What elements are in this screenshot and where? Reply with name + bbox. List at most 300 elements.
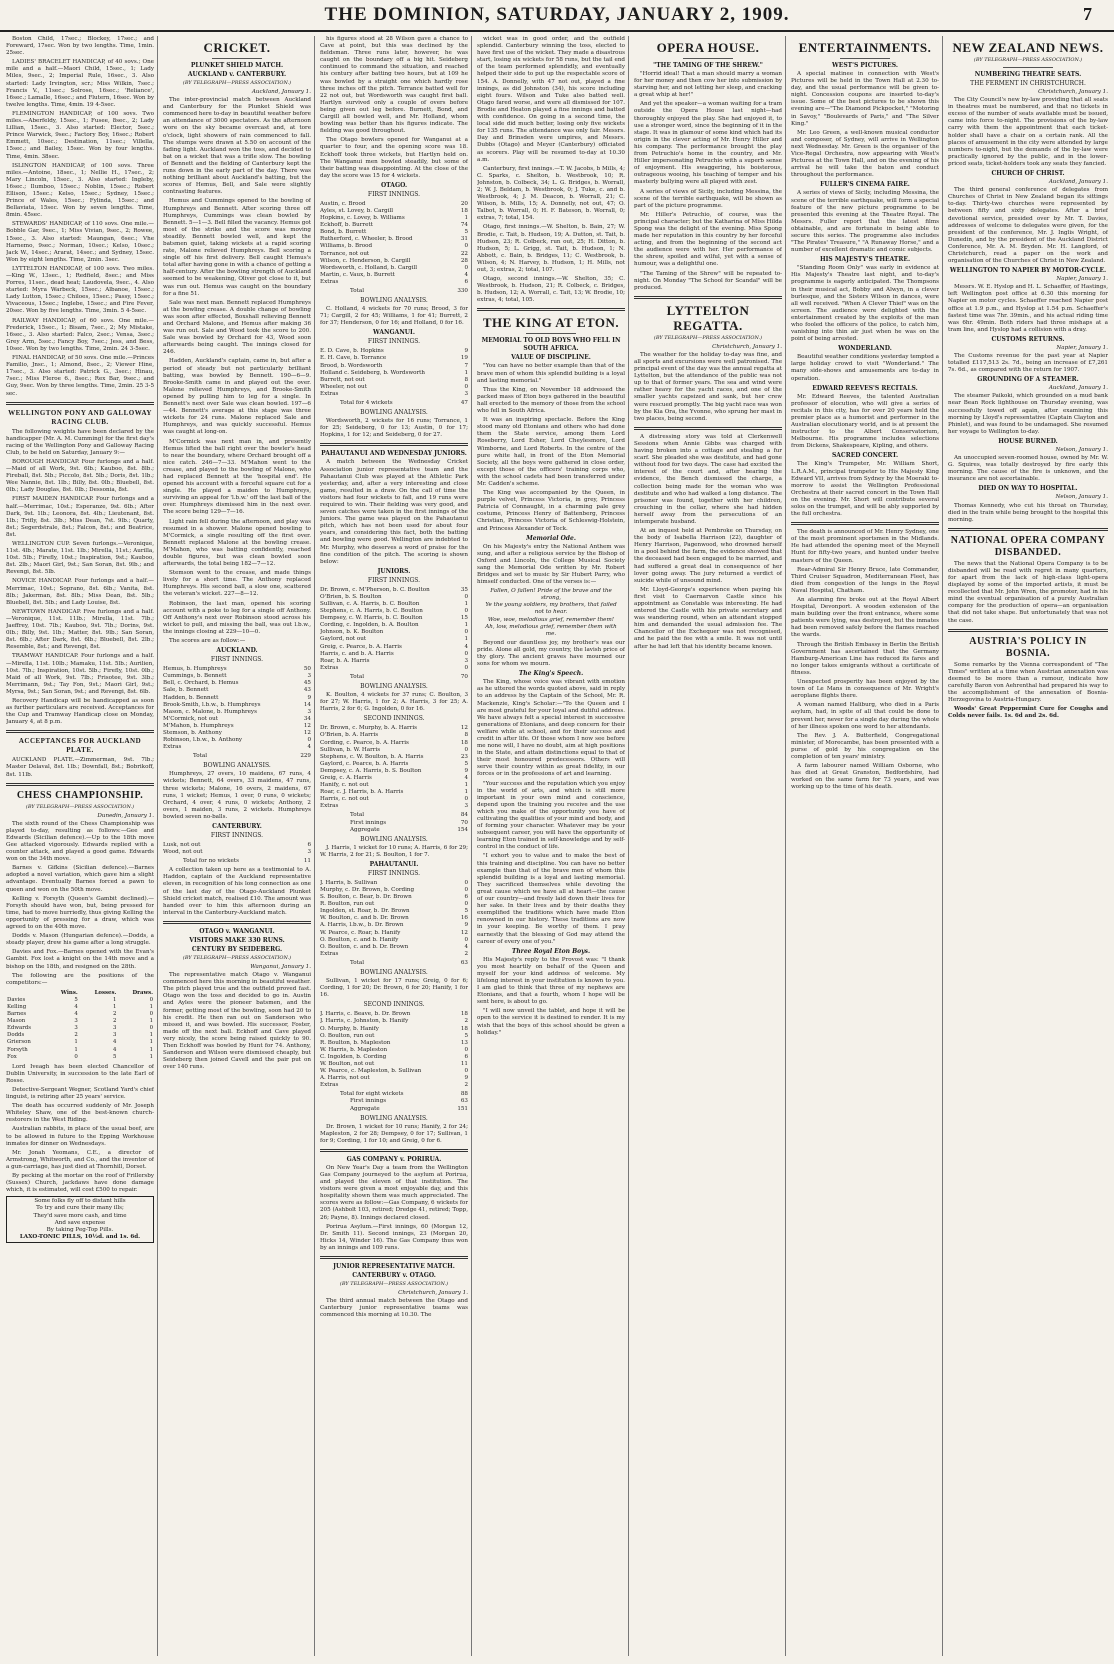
house-dateline: Nelson, January 1. bbox=[1055, 446, 1108, 453]
score-row: Extras 2 bbox=[320, 950, 468, 957]
ad-line: And save expense bbox=[54, 1219, 106, 1226]
entertainments-heading: ENTERTAINMENTS. bbox=[798, 40, 932, 55]
opera-paragraph: "Horrid ideal! That a man should marry a woman for her money and then cow her into submission by starving her, and not letting her sleep, and cracking a great whip at her!" bbox=[634, 71, 782, 99]
news-brief: By pecking at the mortar on the roof of Frillersby (Sussex) Church, jackdaws have done damage which, it is estimated, will cost £500 to repair. bbox=[6, 1173, 154, 1194]
score-row: Holland c. Seideberg, b. Wordsworth 1 bbox=[320, 369, 468, 376]
auckland-bowling: Humphreys, 27 overs, 10 maidens, 67 runs, 4 wickets; Bennett, 64 overs, 33 maidens, 47 runs, three wickets; Malone, 16 overs, 2 maidens, 67 runs, 1 wicket; Hemus, 1 over, 0 runs, 0 wickets; Orchard, 4 over, 4 runs, 0 wickets; Anthony, 2 overs, 1 maiden, 3 runs, 2 wickets. Humphreys bowled seven no-balls. bbox=[163, 771, 311, 820]
juniors-first-bowling: K. Boulton, 4 wickets for 37 runs; C. Boulton, 3 for 27; W. Harris, 1 for 2; A. Harris, 3 for 25; A. Harris, 2 for 6; G. Ingolden, 0 for 16. bbox=[320, 692, 468, 713]
score-row: Sullivan, b. W. Harris 0 bbox=[320, 746, 468, 753]
otago-scorecard bbox=[320, 201, 468, 286]
king-speech-heading: The King's Speech. bbox=[518, 670, 584, 678]
report-paragraph: Hemus and Cummings opened to the bowling of Humphreys and Bennett. After scoring three off Humphreys, Cummings was clean bowled by Bennett. 5—1—3. Bell filled the vacancy. Hemus got most of the strike and the score was moving steadily. Bennett bowled well, and kept the batsmen quiet, taking wickets at a rapid scoring rate, Malone relieved Humphreys. Bell scoring a single off his first delivery. Bell caught Hemus's total after having gone in with a chance of getting a half-century. After the bowling strength of Auckland seemed to be weakening, Oliver got close to it, but was run out. Hemus was caught on the boundary for a fine 51. bbox=[163, 198, 311, 297]
race-result: FLEMINGTON HANDICAP, of 100 sovs. Two miles.—Aberfeldy, 15sec., 1; Fusee, 8sec., 2; Lady Lillian, 15sec., 3. Also started: Elector, 5sec.; Prince Warwick, 9sec.; Factory Boy, 16sec.; Robert Emmett, 10sec.; Destination, 11sec.; Villella, 15sec.; and Bailey, 15sec. Won by four lengths. Time, 4min. 38sec. bbox=[6, 110, 154, 160]
ferment-paragraph: The City Council's new by-law providing that all seats in theatres must be numbered, and that no tickets in excess of the number of seats available must be issued, came into force to-night. The provisions of the by-law carry with them the appointment that each ticket-holder shall have a chair on a certain rank. All the places of amusement in the city were attended by large numbers to-night, but the demands of the by-law were practically ignored by the public, and in the lower-priced seats, ticket-holders took any seats they fancied. bbox=[948, 97, 1108, 167]
king-speech-3: "I exhort you to value and to make the best of this training and discipline. You can have no better example than that of the brave men of whom this splendid building is a loyal and lasting memorial. They sacrificed themselves while devoting the great cause which we have all at heart—the cause of our country—and freely laid down their lives for her sake. In their lives and by their deaths they exemplified the traditions which have made Eton renowned in our history. These traditions are now in your keeping. Be worthy of them. I pray earnestly that the blessing of God may attend the career of every one of you." bbox=[477, 853, 625, 945]
score-row: Cummings, b. Bennett 3 bbox=[163, 673, 311, 680]
news-brief: The death has occurred suddenly of Mr. Joseph Whiteley Shaw, one of the best-known church-restorers in the West Riding. bbox=[6, 1103, 154, 1124]
score-row: J. Harris, b. Sullivan 0 bbox=[320, 879, 468, 886]
fire-paragraph: An alarming fire broke out at the Royal Albert Hospital, Devonport. A wooden extension of the main building over the front entrance, where some patients were lying, was destroyed, but the inmates had been removed safely before the flames reached the wards. bbox=[791, 597, 939, 639]
score-row: A. Harris, not out 9 bbox=[320, 1075, 468, 1082]
chess-credit: (BY TELEGRAPH—PRESS ASSOCIATION.) bbox=[25, 803, 135, 810]
king-after: Beyond our dauntless joy, my brother's was our pride. Alone all gold, my country, the lavish price of thy glory. The ancient graves have mourned our sons for whom we mourn. bbox=[477, 639, 625, 668]
motor-heading: WELLINGTON TO NAPIER BY MOTOR-CYCLE. bbox=[949, 267, 1107, 275]
auckland-scorecard bbox=[163, 666, 311, 751]
report-paragraph: M'Cormick was next man in, and presently Hemus lifted the ball right over the bowler's head to near the boundary, where Orchard brought off a nice catch. 246—7—33. M'Mahon went to the crease, and played to the bowling of Malone, who had replaced Bennett at the 'hospital end'. He opened his account with a forceful square cut for a single. He played a maiden to Humphreys, surviving an appeal for 'l.b.w.' off the last ball of the over. Humphreys dismissed him in the next over. The score being 129—7—16. bbox=[163, 438, 311, 516]
bowling-label: BOWLING ANALYSIS. bbox=[360, 835, 428, 843]
pahautanui-first-scorecard bbox=[320, 880, 468, 958]
page-number: 7 bbox=[1083, 4, 1092, 24]
wests-paragraph-2: Mr. Leo Green, a well-known musical conductor and composer, of Sydney, will arrive in Wellington next Wednesday. Mr. Green is the organiser of the Vice-Regal Orchestra, now appearing with West's Pictures at the Town Hall, and on the evening of his arrival he will take the baton and conduct throughout the performance. bbox=[791, 129, 939, 179]
score-row: Brook-Smith, l.b.w., b. Humphreys 14 bbox=[163, 701, 311, 708]
score-row: O. Boulton, c. and b. Dr. Brown 4 bbox=[320, 943, 468, 950]
score-row: O. Murphy, b. Hanify 18 bbox=[320, 1025, 468, 1032]
pony-heading: WELLINGTON PONY AND GALLOWAY RACING CLUB. bbox=[8, 408, 152, 426]
ad-line: Some folks fly off to distant hills bbox=[34, 1198, 126, 1205]
ad-line: To try and cure their many ills; bbox=[36, 1205, 124, 1212]
inquest-paragraph: At an inquest held at Pembroke on Thursday, on the body of Isabella Harrison (22), daughter of Henry Harrison, Pagenwood, who drowned herself in a pool behind the farm, the evidence showed that the deceased had been engaged to be married, and had suffered a great deal in consequence of her lover going away. The jury returned a verdict of suicide while of unsound mind. bbox=[634, 528, 782, 584]
score-row: Wheeler, not out 0 bbox=[320, 383, 468, 390]
news-brief: Detective-Sergeant Wegner, Scotland Yard's chief linguist, is retiring after 25 years' service. bbox=[6, 1087, 154, 1101]
otago-dateline: Wanganui, January 1. bbox=[250, 963, 311, 970]
opera-paragraph: A series of views of Sicily, including Messina, the scene of the terrible earthquake, will be shown as part of the picture programme. bbox=[634, 188, 782, 209]
canterbury-total: Total for no wickets 11 bbox=[183, 858, 311, 865]
ode-verse bbox=[483, 588, 619, 638]
king-paragraph: It was an inspiring spectacle. Before the King stood many old Etonians and others who had done them the State service, among them Lord Roseberry, Lord Esher, Lord Cheylesmore, Lord Wimborne, and Lord Roberts. In the centre of the pure white hall, in front of the Eton Memorial Society, all the boys were gathered in close order, except those of the officers' training corps who, with the school cadets had been transferred under Mr. Cadden's scheme. bbox=[477, 417, 625, 487]
pill-advertisement bbox=[6, 1196, 154, 1243]
juniors-second-scorecard bbox=[320, 725, 468, 810]
otago-heading: OTAGO v. WANGANUI. bbox=[199, 927, 275, 935]
score-row: E. H. Cave, b. Torrance 19 bbox=[320, 355, 468, 362]
chess-paragraph: Davies and Fox.—Barnes opened with the Evan's Gambit. Fox lost a knight on the 14th move and a bishop on the 18th, and resigned on the 28th. bbox=[6, 949, 154, 970]
pahautanui-first-bowling: Sullivan, 1 wicket for 17 runs; Greig, 0 for 6; Cording, 1 for 20; Dr. Brown, 6 for 20; Hanify, 1 for 16. bbox=[320, 978, 468, 999]
score-row: Harris, c. and b. A. Harris 0 bbox=[320, 650, 468, 657]
score-row: Dempsey, c. W. Harris, b. C. Boulton 15 bbox=[320, 615, 468, 622]
seats-heading: NUMBERING THEATRE SEATS. bbox=[974, 71, 1082, 78]
table-row: Edwards 3 3 0 bbox=[7, 1025, 153, 1032]
score-row: W. Harris, b. Mapleston 0 bbox=[320, 1046, 468, 1053]
column-rule bbox=[157, 36, 158, 1656]
score-row: Johnson, b. K. Boulton 0 bbox=[320, 629, 468, 636]
column-1 bbox=[6, 36, 154, 1656]
report-paragraph: Robinson, the last man, opened his scoring account with a poke to leg for a single off Anthony. Off Anthony's next over Robinson stood across his wicket to pull, and missing the ball, was out l.b.w., the innings closing at 229—10—0. bbox=[163, 600, 311, 635]
pony-races bbox=[6, 459, 154, 696]
score-row: R. Boulton, run out 0 bbox=[320, 901, 468, 908]
score-row: Stephens, c. W. Boulton, b. A. Harris 23 bbox=[320, 753, 468, 760]
score-row: Extras 3 bbox=[320, 390, 468, 397]
verse-line: Fallen, O fallen! Pride of the brave and the strong, bbox=[490, 588, 612, 602]
fuller-heading: FULLER'S CINEMA FAIRE. bbox=[820, 181, 910, 189]
score-row: Extras 3 bbox=[320, 803, 468, 810]
juniors-first-total: Total 70 bbox=[350, 673, 468, 680]
otago-credit: (BY TELEGRAPH—PRESS ASSOCIATION.) bbox=[182, 954, 292, 961]
verse-line: Ye the young soldiers, my brothers, that failed not to hear. bbox=[485, 602, 617, 616]
report-paragraph: Light rain fell during the afternoon, and play was resumed in a shower. Malone opened bowling to M'Cormick, a single resulting off the first over. Bennett replaced Malone at the bowling crease. M'Mahon, who was batting confidently, reached double figures, but was clean bowled soon afterwards, the total being 182—7—12. bbox=[163, 518, 311, 568]
score-row: Dr. Brown, c. M'Pherson, b. C. Boulton 35 bbox=[320, 586, 468, 593]
otago-continued-2: The Otago bowlers opened for Wanganui at a quarter to four, and the opening score was 18. Eckhoff took three wickets, but Hartlyn held on. The Wanganui men bowled steadily, but some of their batting was disappointing. At the close of the day the score was 15 for 4 wickets. bbox=[320, 137, 468, 179]
table-header: Wins. bbox=[60, 989, 78, 996]
report-paragraph: Stemson went to the crease, and made things lively for a short time. The Anthony replaced Humphreys. His second ball, a slow one, scattered the veteran's wicket. 227—8—12. bbox=[163, 570, 311, 598]
juniors-first-scorecard bbox=[320, 587, 468, 672]
score-row: R. Boulton, b. Mapleston 13 bbox=[320, 1039, 468, 1046]
opera-house-heading: OPERA HOUSE. bbox=[656, 40, 760, 55]
auckland-heading: AUCKLAND. bbox=[216, 647, 258, 655]
ferment-dateline: Christchurch, January 1. bbox=[1038, 89, 1108, 95]
score-row: Sullivan, c. A. Harris, b. C. Boulton 1 bbox=[320, 601, 468, 607]
acceptances-heading: ACCEPTANCES FOR AUCKLAND PLATE. bbox=[18, 737, 142, 755]
junior-rep-continued: wicket was in good order, and the outfield splendid. Canterbury winning the toss, elected to have first use of the wicket. They made a disastrous start, losing six wickets for 58 runs, but the tail end of the team performed splendidly, and eventually helped their side to put up the respectable score of 154. A. Donnelly, with 47 not out, played a fine innings, as did Johnston (34), his score including eight fours. Wilson and Tuke also batted well. Otago fared worse, and were all dismissed for 107. Brodie and Heaton played a fine innings and batted with confidence. On going in a second time, the local side did much better, losing only five wickets for 135 runs. The attendance was only fair. Messrs. Day and Brinsden were umpires, and Messrs. Dubbs (Otago) and Meyer (Canterbury) officiated as scorers. Play will be resumed to-day at 10.30 a.m. bbox=[477, 36, 625, 163]
visitors-heading: VISITORS MAKE 330 RUNS. bbox=[189, 936, 285, 944]
bowling-label: BOWLING ANALYSIS. bbox=[360, 297, 428, 305]
wonderland-paragraph: Beautiful weather conditions yesterday tempted a large holiday crowd to visit "Wonderland." The many side-shows and amusements are to-day in operation. bbox=[791, 354, 939, 382]
le-mans-paragraph: Unexpected prosperity has been enjoyed by the town of Le Mans in consequence of Mr. Wright's aeroplane flights there. bbox=[791, 679, 939, 700]
column-4 bbox=[477, 36, 625, 1656]
royal-eton-boys-para-2: "I will now unveil the tablet, and hope it will be open to the service it is destined to render. It is my wish that the boys of this school should be given a holiday." bbox=[477, 1008, 625, 1036]
score-row: Lusk, not out 6 bbox=[163, 842, 311, 848]
canterbury-scores: Canterbury, first innings.—T. W. Jacobs, b Mills, 4; C. Sparks, c. Shelton, b. Westbrook, 10; R. Johnston, b. Colbeck, 34; L. G. Bridges, b. Worrall, 2; W. J. Beldam, b. Westbrook, 0; J. Tuke, c. and b. Westbrook, 4; J. M. Deacon, b. Worrall, 21; C. Wilson, b. Mills, 15; A. Donnelly, not out, 47; O. Talbot, b. Worrall, 0; H. F. Bateson, b. Worrall, 0; extras, 7; total, 154. bbox=[477, 165, 625, 222]
score-row: Bond, b. Burrett 5 bbox=[320, 229, 468, 236]
gas-company-paragraph-2: Porirua Asylum.—First innings, 60 (Morgan 12, Dr. Smith 11). Second innings, 23 (Morgan 20, Hicks 14, Winder 16). The Gas Company thus won by an innings and 109 runs. bbox=[320, 1223, 468, 1251]
lyttelton-heading: LYTTELTON REGATTA. bbox=[666, 302, 750, 333]
king-heading: THE KING AT ETON. bbox=[482, 315, 620, 331]
clerkenwell-paragraph: A distressing story was told at Clerkenwell Sessions when Annie Gibbs was charged with having broken into a cottage and stealing a fur scarf. She pleaded she was destitute, and had gone without food for two days. The case had excited the interest of the court and, after hearing the evidence, the Bench dismissed the charge, a collection being made for the woman who was destitute and who had walked a long distance. The prisoner was found, together with her children, crouching in the cellar, where she had hidden herself away from the persecutions of an intemperate husband. bbox=[634, 433, 782, 525]
race-result: LADIES' BRACELET HANDICAP, of 40 sovs.; One mile and a half.—Maori Child, 15sec., 1; Lady Miles, 9sec., 2; Imperial Rule, 16sec., 3. Also started: Lady Irvington, scr.; Miss Wilkin, 7sec.; Francis V., 11sec.; Solrose, 16sec.; 'Reliance', 16sec.; Lamalle, 16sec.; and Flutern, 16sec. Won by twelve lengths. Time, 4min. 19 4-5sec. bbox=[6, 59, 154, 108]
table-row: Grierson 1 4 1 bbox=[7, 1039, 153, 1046]
embassy-paragraph: Through the British Embassy in Berlin the British Government has ascertained that the Germany Hamburg-American Line has reduced its fares and no longer takes emigrants without a certificate of fitness. bbox=[791, 641, 939, 676]
canterbury-heading: CANTERBURY. bbox=[212, 823, 262, 830]
sacred-concert-paragraph: The King's Trumpeter, Mr. William Short, L.R.A.M., principal trumpeter to His Majesty King Edward VII, arrives from Sydney by the Moeraki to-morrow to assist the Wellington Professional Orchestra at their sacred concert in the Town Hall on the evening. Mr. Short will contribute several solos on the trumpet, and will be ably supported by the full orchestra. bbox=[791, 461, 939, 518]
column-rule bbox=[785, 36, 786, 1656]
score-row: Greig, c. Pearce, b. A. Harris 4 bbox=[320, 643, 468, 650]
king-paragraph: The King was accompanied by the Queen, in purple velvet, Princess Victoria, in grey, Princess Patricia of Connaught, in a charming pale grey costume, Princess Henry of Battenberg, Princess Christian, Princess Victoria of Schleswig-Holstein, and Princess Alexander of Teck. bbox=[477, 490, 625, 532]
bowling-label: BOWLING ANALYSIS. bbox=[360, 683, 428, 691]
sacred-concert-heading: SACRED CONCERT. bbox=[831, 452, 899, 460]
motor-paragraph: Messrs. W. E. Hyslop and H. L. Schaeffer, of Hastings, left Wellington post office at 6.30 this morning for Napier on motor cycles. Schaeffer reached Napier post office at 1.9 p.m., and Hyslop at 1.54 p.m. Schaeffer's fastest time was 7hr. 39min., and his actual riding time was 6hr. 49min. Both riders had three mishaps at a tram line, and Hyslop had a collision with a dray. bbox=[948, 284, 1108, 333]
pahautanui-second-total: Total for eight wickets 88 bbox=[340, 1091, 468, 1098]
royal-eton-boys-para: His Majesty's reply to the Provost was: "I thank you most heartily on behalf of the Queen and myself for your kind address of welcome. My lifelong interest in your institution is known to you. I am glad to think that three of my nephews are Etonians, and that a fourth, whom I hope will be sent here, is about to go. bbox=[477, 956, 625, 1006]
score-row: Ayles, st. Lovey, b. Cargill 18 bbox=[320, 207, 468, 214]
score-row: O'Brien, b. S. Boulton 0 bbox=[320, 593, 468, 600]
peppermint-cure-ad: Woods' Great Peppermint Cure for Coughs and Colds never fails. 1s. 6d and 2s. 6d. bbox=[948, 706, 1108, 720]
score-row: J. Harris, c. Beave, b. Dr. Brown 18 bbox=[320, 1011, 468, 1018]
aggregate-total: Aggregate 154 bbox=[350, 826, 468, 833]
otago-score-heading: OTAGO. bbox=[380, 181, 408, 189]
score-row: Extras 0 bbox=[320, 664, 468, 671]
score-row: Martin, c. Vaux, b. Burrett 4 bbox=[320, 271, 468, 278]
race-result: LYTTELTON HANDICAP, of 100 sovs. Two miles.—King W., 13sec., 1; Redfield, 8sec.; and Miss Forres, 11sec., dead heat; Laudovela, 9sec., 4. Also started: Myra Warbeck, 15sec.; Albanoe, 15sec.; Lady Lutton, 15sec.; Chiloes, 15sec.; Passy, 15sec.; Vivaceous, 15sec.; Inglebe, 15sec.; and Fire Fever, 20sec. Won by five lengths. Time, 3min. 5 4-5sec. bbox=[6, 265, 154, 315]
wests-heading: WEST'S PICTURES. bbox=[832, 62, 898, 69]
ode-paragraph: On his Majesty's entry the National Anthem was sung, and after a religious service by the Bishop of Oxford and Lincoln, the College Musical Society sang the Memorial Ode written by Mr. Robert Bridges and set to music by Sir Hubert Parry, who himself conducted. One of the verses is:— bbox=[477, 543, 625, 586]
score-row: O. Boulton, c. and b. Hanify 0 bbox=[320, 936, 468, 943]
wonderland-heading: WONDERLAND. bbox=[838, 345, 892, 353]
king-subheading: MEMORIAL TO OLD BOYS WHO FELL IN SOUTH AFRICA. bbox=[481, 337, 621, 353]
score-row: Sale, b. Bennett 43 bbox=[163, 687, 311, 694]
pahautanui-heading: PAHAUTANUI AND WEDNESDAY JUNIORS. bbox=[321, 450, 467, 458]
customs-paragraph: The Customs revenue for the past year at Napier totalled £117,513 2s. 7d., being an increase of £7,261 7s. 6d., as compared with the return for 1907. bbox=[948, 353, 1108, 374]
score-row: Hadden, b. Bennett 9 bbox=[163, 694, 311, 701]
gas-company-paragraph: On New Year's Day a team from the Wellington Gas Company journeyed to the asylum at Porirua, and played the eleven of that institution. The visitors were given a most enjoyable day, and this hospitality shown them was much appreciated. The scores were as follow:—Gas Company, 6 wickets for 205 (Ashbolt 103, retired; Dredge 41, retired; Topp, 26; Payne, 8). Innings declared closed. bbox=[320, 1164, 468, 1221]
chess-paragraph: The sixth round of the Chess Championship was played to-day, resulting as follows:—Gee and Edwards (Sicilian defence).—Up to the 18th move Gee attacked vigorously. Edwards replied with a counter attack, and played a good game. Edwards won on the 34th move. bbox=[6, 820, 154, 863]
report-paragraph: The inter-provincial match between Auckland and Canterbury for the Plunket Shield was commenced here to-day in beautiful weather before an attendance of 3000 spectators. As the afternoon wore on the sky became overcast and, at tore o'clock, light showers of rain commenced to fall. The stumps were drawn at 5.50 on account of the fading light. Auckland won the toss, and decided to bat on a wicket that was a trifle slow. The bowling of Bennett and the fielding of Canterbury kept the runs down in the early part of the day. There was nothing brilliant about Auckland's batting, but the scores of Hemus, Bell, and Sale were slightly contrasting features. bbox=[163, 97, 311, 196]
pahautanui-first-total: Total 63 bbox=[350, 959, 468, 966]
canterbury-scorecard bbox=[163, 842, 311, 856]
pahautanui-sub: PAHAUTANUI. bbox=[369, 860, 419, 868]
chess-paragraph: Dodds v. Mason (Hungarian defence).—Dodds, a steady player, drew his game after a long struggle. bbox=[6, 933, 154, 947]
race-result: FINAL HANDICAP, of 50 sovs. One mile.—Princes Familio, Jnsc., 1; Almond, 8sec., 2; Viewer Hine, 17sec., 3. Also started: Patrick G., 3sec.; Hinau, 7sec.; Miss Fleroe 6., 8sec.; Rex Bar, 9sec.; and Guy, 9sec. Won by three lengths. Time, 2min. 25 3-5 sec. bbox=[6, 355, 154, 397]
juniors-heading: JUNIORS. bbox=[377, 567, 411, 575]
lyttelton-paragraph: The weather for the holiday to-day was fine, and all sports and excursions were well patronised. The principal event of the day was the annual regatta at Lyttelton, but the attendance of the public was not up to that of former years. The sea and wind were rather heavy for the yacht races, and one of the smaller yachts capsized and sank, but her crew were rescued promptly. The big yacht race was won by the Kia Ora, the Yvonne, who sprung her mast in two places, being second. bbox=[634, 351, 782, 422]
column-rule bbox=[942, 36, 943, 1656]
otago-scores: Otago, first innings.—W. Shelton, b. Bain, 27; W. Brodie, c. Tait, b. Hudson, 19; A. Dutton, st. Tait, b. Hudson, 23; R. Colbeck, run out, 25; H. Ditton, b. Hudson, 5; L. Grigg, st. Tait, b. Hudson, 1; N. Abbott, c. Bain, b. Bridges, 11; C. Westbrook, b. Wilson, 4; N. Harvey, b. Hudson, 1; H. Mills, not out, 3; extras, 2; total, 107. bbox=[477, 224, 625, 273]
score-row: Torrance, not out 22 bbox=[320, 250, 468, 257]
gas-company-heading: GAS COMPANY v. PORIRUA. bbox=[346, 1155, 442, 1163]
score-row: S. Boulton, c. Bear, b. Dr. Brown 6 bbox=[320, 894, 468, 901]
austria-paragraph: Some remarks by the Vienna correspondent of "The Times" written at a time when Austrian annexation was deemed to be more than a rumour, indicate how carefully Baron von Aehrenthal had prepared his way to the accomplishment of the annexation of Bosnia-Herzegovina to Austria-Hungary. bbox=[948, 661, 1108, 704]
chess-paragraph: Kelling v. Forsyth (Queen's Gambit declined).—Forsyth should have won, but, being pressed for time, had to move hurriedly, thus giving Kelling the opportunity of pressing for a draw, which was agreed to on the 40th move. bbox=[6, 895, 154, 931]
column-rule bbox=[628, 36, 629, 1656]
steamer-heading: GROUNDING OF A STEAMER. bbox=[977, 376, 1079, 384]
score-row: Robinson, l.b.w., b. Anthony 0 bbox=[163, 737, 311, 744]
ferment-heading: THE FERMENT IN CHRISTCHURCH. bbox=[970, 80, 1086, 87]
score-row: Wilson, c. Henderson, b. Cargill 28 bbox=[320, 257, 468, 264]
score-row: Wood, not out 3 bbox=[163, 849, 311, 856]
church-dateline: Auckland, January 1. bbox=[1048, 179, 1108, 186]
table-row: Mason 3 2 1 bbox=[7, 1018, 153, 1025]
column-3 bbox=[320, 36, 468, 1656]
wanganui-heading: WANGANUI. bbox=[373, 329, 415, 337]
verse-line: Ah, low, melodious grief, remember them with me. bbox=[485, 623, 617, 637]
cricket-heading: CRICKET. bbox=[203, 40, 271, 55]
nz-news-credit: (BY TELEGRAPH—PRESS ASSOCIATION.) bbox=[973, 57, 1083, 63]
score-row: W. Pearce, c. Mapleston, b. Sullivan 0 bbox=[320, 1068, 468, 1075]
masthead bbox=[0, 0, 1114, 32]
race-result: RAILWAY HANDICAP, of 60 sovs. One mile.—Frederick, 15sec., 1; Bisam, 7sec., 2; My Mistake, 16sec., 3. Also started: Falco, 2sec.; Vensa, 3sec.; Grey Arm, 5sec.; Fancy Boy, 7sec.; Jess, and Bess, 10sec. Won by two lengths. Time, 2min. 24 3-5sec. bbox=[6, 317, 154, 352]
wanganui-total: Total for 4 wickets 47 bbox=[340, 400, 468, 407]
race-result: ISLINGTON HANDICAP, of 100 sovs. Three miles.—Antoine, 18sec., 1; Nellie H., 17sec., 2; Mary Lincoln, 15sec., 3. Also started: Ingleby, 16sec.; Ilumboo, 15sec.; Noblin, 15sec.; Robert Ellison, 15sec.; Kelso, 15sec.; Sydney, 15sec.; Prince of Wales, 15sec.; Fylinda, 15sec.; and Bellaviata, 15sec. Won by seven lengths. Time, 8min. 45sec. bbox=[6, 162, 154, 219]
innings-label: FIRST INNINGS. bbox=[210, 656, 264, 664]
collection-paragraph: A collection taken up here as a testimonial to A. Haddon, captain of the Auckland representative eleven, in recognition of his long connection as one of the last day of the Otago-Auckland Plunket Shield cricket match, realised £10. The amount was handed over to him this afternoon during an interval in the Canterbury-Auckland match. bbox=[163, 867, 311, 916]
chess-standings-table bbox=[6, 990, 154, 1061]
royal-eton-boys-heading: Three Royal Eton Boys. bbox=[511, 947, 591, 955]
score-row: Dempsey, c. A. Harris, b. S. Boulton 9 bbox=[320, 767, 468, 774]
king-speech: The King, whose voice was vibrant with emotion as he uttered the words quoted above, said in reply to an address by the Captain of the School, Mr. R. Mackenzie, King's Scholar:—"To the Queen and I are most grateful for your loyal and dutiful address. We have always felt a special interest in successive generations of Etonians, and deep concern for their welfare while at school, and for their success and credit in after life. Of those whom I now see before me none will, I have no doubt, aim at high positions in the State, and attain distinctions equal to that of their most honoured predecessors. Others will serve their country within as great fidelity, in our forces or in the professions of art and learning. bbox=[477, 679, 625, 778]
table-row: Kelling 4 1 1 bbox=[7, 1003, 153, 1010]
pony-race-entry: NEWTOWN HANDICAP. Five furlongs and a half.—Veronique, 11st. 11lb.; Mirella, 11st. 7lb.; Jaeffrey, 10st. 7lb.; Kauboo, 9st. 7lb.; Dorins, 9st. 0lb.; Billy, 9st. 1lb.; Matter, 8st. 9lb.; San Soran, 8st. 6lb.; After Dark, 8st. 6lb.; Bluebell, 8st. 2lb.; Resemble, 8st.; and Revengi, 8st. bbox=[6, 608, 154, 651]
masthead-title: THE DOMINION, SATURDAY, JANUARY 2, 1909. bbox=[324, 4, 790, 25]
junior-rep-dateline: Christchurch, January 1. bbox=[398, 1290, 468, 1297]
junior-rep-credit: (BY TELEGRAPH—PRESS ASSOCIATION.) bbox=[339, 1281, 449, 1288]
century-heading: CENTURY BY SEIDEBERG. bbox=[191, 945, 283, 953]
chess-paragraph: Barnes v. Gifkins (Sicilian defence).—Barnes adopted a novel variation, which gave him a slight advantage. Eventually Barnes forced a pawn to queen and won on the 50th move. bbox=[6, 865, 154, 893]
pahautanui-aggregate: Aggregate 151 bbox=[350, 1105, 468, 1112]
score-row: Burrett, not out 8 bbox=[320, 376, 468, 383]
verse-line: Woe, woe, melodious grief, remember them! bbox=[487, 616, 615, 623]
score-row: C. Ingolden, b. Cording 6 bbox=[320, 1053, 468, 1060]
score-row: M'Cormick, not out 34 bbox=[163, 715, 311, 722]
plunket-heading: PLUNKET SHIELD MATCH. bbox=[190, 62, 284, 69]
wanganui-bowling: Wordsworth, 2 wickets for 16 runs; Torrance, 1 for 25; Seideberg, 0 for 13; Austin, 0 for 17; Hopkins, 1 for 12; and Seideberg, 0 for 27. bbox=[320, 418, 468, 439]
column-6 bbox=[791, 36, 939, 1656]
table-row: Fox 0 5 1 bbox=[7, 1053, 153, 1060]
lyttelton-credit: (BY TELEGRAPH—PRESS ASSOCIATION.) bbox=[653, 334, 763, 341]
score-row: J. Harris, c. Johnston, b. Hanify 2 bbox=[320, 1018, 468, 1025]
labourer-paragraph: A farm labourer named William Osborne, who has died at Great Granston, Bedfordshire, had worked on the same farm for 73 years, and was working up to the time of his death. bbox=[791, 763, 939, 791]
first-innings-total: First innings 70 bbox=[350, 819, 468, 826]
hospital-heading: DIED ON WAY TO HOSPITAL. bbox=[978, 485, 1078, 493]
table-row: Barnes 4 2 0 bbox=[7, 1011, 153, 1018]
news-briefs bbox=[6, 1064, 154, 1195]
minister-paragraph: The Rev. J. A. Butterfield, Congregational minister, of Morecambe, has been presented with a purse of gold by his congregation on the completion of ten years' ministry. bbox=[791, 732, 939, 760]
majesty-paragraph: "Standing Room Only" was early in evidence at His Majesty's Theatre last night, and to-day's programme is eagerly anticipated. The Thompsons in their musical act, Bobby and Alwyn, in a clever burlesque, and the Sisters Wilson in dances, were all well received. "When A Clever Thief" was on the screen. The audience were delighted with the entertainment created by the exploits of the man who fooled the officers of the police, to catch him, vanishing into thin air just when he was on the point of being arrested. bbox=[791, 265, 939, 343]
press-credit: (BY TELEGRAPH—PRESS ASSOCIATION.) bbox=[182, 80, 292, 86]
score-row: E. D. Cave, b. Hopkins 9 bbox=[320, 348, 468, 355]
score-row: O. Boulton, run out 5 bbox=[320, 1032, 468, 1039]
score-row: Roar, b. A. Harris 3 bbox=[320, 657, 468, 664]
score-row: Dr. Brown, c. Murphy, b. A. Harris 12 bbox=[320, 725, 468, 732]
score-row: Austin, c. Brood 20 bbox=[320, 200, 468, 207]
chess-paragraph: The following are the positions of the competitors:— bbox=[6, 972, 154, 986]
score-row: Murphy, c. Dr. Brown, b. Cording 0 bbox=[320, 887, 468, 893]
column-5 bbox=[634, 36, 782, 1656]
chess-paragraphs bbox=[6, 821, 154, 987]
motor-dateline: Napier, January 1. bbox=[1056, 276, 1108, 283]
paris-paragraph: A woman named Haliburg, who died in a Paris asylum, had, in spite of all that could be done to prevent her, never for a single day during the whole of her illness spoken one word to her attendants. bbox=[791, 702, 939, 730]
lloyd-george-paragraph: Mr. Lloyd-George's experience when paying his first visit to Caernarvon Castle since his appointment as Constable was interesting. He had entered the Castle with his private secretary and was wandering round, when an attendant stopped him and demanded the usual admission fee. The Chancellor of the Exchequer was not recognised, and he paid the fee with a smile. It was not until after he had left that his identity became known. bbox=[634, 586, 782, 650]
report-paragraph: Sale was next man. Bennett replaced Humphreys at the bowling crease. A double change of bowling was soon after effected, Boxshall relieving Bennett and Orchard Malone, and Hemus after making 36 was run out. Sale and Wood took the score to 200. Sale was bowled by Orchard for 43, Wood soon afterwards being caught. The innings closed for 246. bbox=[163, 299, 311, 356]
bowling-label: BOWLING ANALYSIS. bbox=[360, 409, 428, 417]
score-row: Extras 6 bbox=[320, 278, 468, 285]
score-row: Hopkins, c. Lovey, b. Williams 1 bbox=[320, 215, 468, 222]
table-row: Davies 5 1 0 bbox=[7, 996, 153, 1003]
king-speech-2: "Your success and the reputation which you enjoy in the world of arts, and which is still more important in your own mind and conscience, depend upon the training you receive and the use which you make of the opportunity you have of cultivating the qualities of your mind and body, and of forming your character. Whatever may be your subsequent career, you will have the opportunity of learning Eton trained in self-knowledge and by self-control in the conduct of life. bbox=[477, 780, 625, 851]
news-brief: Lord Iveagh has been elected Chancellor of Dublin University, in succession to the late Earl of Rosse. bbox=[6, 1063, 154, 1084]
opera-company-heading: NATIONAL OPERA COMPANY DISBANDED. bbox=[950, 534, 1106, 558]
score-row: A. Harris, l.b.w., b. Dr. Brown 9 bbox=[320, 922, 468, 929]
score-row: Hemus, b. Humphreys 50 bbox=[163, 666, 311, 673]
opera-paragraph: Mr. Hiller's Petruchio, of course, was the principal character; but the Katharina of Miss Hilda Spong was the delight of the evening. Miss Spong made her reputation in this country by her forceful acting, and from the beginning of the second act the audience were with her. Her performance of the shrew, spoiled and wilful, yet with a sense of humour, was a delightful one. bbox=[634, 211, 782, 268]
pony-race-entry: FIRST MAIDEN HANDICAP. Four furlongs and a half.—Merrimac, 10st.; Esperanze, 9st. 6lb.; After Dark, 9st. 1lb.; Leonora, 8st. 4lb.; Lieutenant, 8st. 1lb.; Trifly, 8st. 3lb.; Miss Dean, 7st. 9lb.; Quarty, 8st.; Segerdstrale, 8st.; Falcon, 8st.; and Beatrice, 8st. bbox=[6, 496, 154, 538]
table-header bbox=[6, 990, 48, 997]
majesty-heading: HIS MAJESTY'S THEATRE. bbox=[819, 256, 911, 264]
innings-label: SECOND INNINGS. bbox=[363, 715, 425, 723]
score-row: W. Pearce, c. Roar, b. Hanify 12 bbox=[320, 929, 468, 936]
score-row: Greig, c. A. Harris 4 bbox=[320, 774, 468, 781]
house-paragraph: An unoccupied seven-roomed house, owned by Mr. W. G. Squires, was totally destroyed by fire early this morning. The cause of the fire is unknown, and the insurance are not ascertainable. bbox=[948, 455, 1108, 483]
bowling-label: BOWLING ANALYSIS. bbox=[360, 1114, 428, 1122]
ode-heading: Memorial Ode. bbox=[526, 534, 576, 542]
score-row: Harris, c. not out 0 bbox=[320, 796, 468, 803]
table-row: Dodds 2 3 1 bbox=[7, 1032, 153, 1039]
score-row: Stephens, c. A. Harris, b. C. Boulton 0 bbox=[320, 608, 468, 615]
score-row: Ingolden, st. Roar, b. Dr. Brown 5 bbox=[320, 908, 468, 915]
score-row: O'Brien, b. A. Harris 8 bbox=[320, 732, 468, 739]
customs-heading: CUSTOMS RETURNS. bbox=[991, 335, 1065, 343]
wests-paragraph: A special matinee in connection with West's Pictures will be held in the Town Hall at 2.30 to-day, and the usual performance will be given to-night. Concession coupons are inserted to-day's issue. Some of the best pictures to be shown this evening are—"The Diamond Pickpocket," "Motoring in Savoy," "Boulevards of Paris," and "The Silver King." bbox=[791, 71, 939, 127]
king-subheading-2: VALUE OF DISCIPLINE. bbox=[511, 354, 591, 362]
score-row: Eckhoff, b. Burrett 74 bbox=[320, 222, 468, 229]
score-row: Bell, c. Orchard, b. Hemus 45 bbox=[163, 680, 311, 687]
reeves-paragraph: Mr. Edward Reeves, the talented Australian professor of elocution, who will give a series of recitals in this city, has for over 20 years held the premier place as a humorist and performer in the Australian elocutionary world, and is at present the instructor to the Albert Conservatorium, Melbourne. His programme includes selections from Dickens, Shakespeare, Kipling, and others. bbox=[791, 393, 939, 450]
column-7 bbox=[948, 36, 1108, 1656]
score-row: Cording, c. Ingolden, b. A. Boulton 1 bbox=[320, 622, 468, 629]
fuller-paragraph: A series of views of Sicily, including Messina, the scene of the terrible earthquake, will form a special feature of the new picture programme to be presented this evening at the Theatre Royal. The Messrs. Fuller report that the latest films obtainable, and are fortunate in being able to secure this series. The programme also includes "The Pirates' Treasure," "A Runaway Horse," and a number of excellent dramatic and comic subjects. bbox=[791, 190, 939, 254]
column-2 bbox=[163, 36, 311, 1656]
nz-news-heading: NEW ZEALAND NEWS. bbox=[952, 40, 1104, 55]
score-row: Roar, c. J. Harris, b. A. Harris 1 bbox=[320, 789, 468, 796]
score-row: Cording, c. Pearce, b. A. Harris 18 bbox=[320, 739, 468, 746]
acceptances-text: AUCKLAND PLATE.—Zimmerman, 9st. 7lb.; Master Delaval, 8st. 1lb.; Downfall, 8st.; Bobrikoff, 8st. 11lb. bbox=[6, 757, 154, 778]
ad-line: They'd save more cash, and time bbox=[33, 1212, 127, 1219]
hospital-paragraph: Thomas Kennedy, who cut his throat on Thursday, died in the train while being brought to the hospital this morning. bbox=[948, 502, 1108, 523]
dateline: Auckland, January 1. bbox=[251, 89, 311, 95]
innings-label: SECOND INNINGS. bbox=[363, 1001, 425, 1009]
score-row: Hanify, c. not out 1 bbox=[320, 782, 468, 789]
auckland-total: Total 229 bbox=[193, 753, 311, 760]
score-row: W. Boulton, c. and b. Dr. Brown 16 bbox=[320, 915, 468, 922]
hospital-dateline: Nelson, January 1. bbox=[1055, 494, 1108, 501]
ad-line: By taking Peg-Top Pills. bbox=[46, 1226, 114, 1233]
bowling-label: BOWLING ANALYSIS. bbox=[203, 762, 271, 770]
score-row: Rutherford, c. Wheeler, b. Brood 31 bbox=[320, 236, 468, 243]
table-row: Forsyth 1 4 1 bbox=[7, 1046, 153, 1053]
opera-paragraphs bbox=[634, 71, 782, 269]
opera-continued: "The Taming of the Shrew" will be repeated to-night. On Monday "The School for Scandal" will be produced. bbox=[634, 270, 782, 291]
score-row: Williams, b. Brood 0 bbox=[320, 243, 468, 250]
death-paragraph: The death is announced of Mr. Henry Sydney, one of the most prominent sportsmen in the Midlands. He had attended the opening meet of the Meynell Hunt for fifty-two years, and hunted under twelve masters of the Queen. bbox=[791, 529, 939, 564]
steamer-dateline: Auckland, January 1. bbox=[1048, 385, 1108, 392]
otago-total: Total 330 bbox=[350, 288, 468, 294]
innings-label: FIRST INNINGS. bbox=[367, 190, 421, 198]
otago-second-scores: Otago, second innings.—W. Shelton, 35; C. Westbrook, b. Hudson, 21; R. Colbeck, c. Bridges, b. Hudson, 12; A. Worrall, c. Tait, 13; W. Brodie, 10; extras, 4; total, 105. bbox=[477, 276, 625, 304]
score-row: Gaylord, not out 1 bbox=[320, 636, 468, 643]
score-row: W. Boulton, not out 11 bbox=[320, 1060, 468, 1067]
pony-race-entry: NOVICE HANDICAP. Four furlongs and a half.—Merrimac, 10st.; Soprano, 8st. 6lb.; Vanita, 8st. 8lb.; Jakerman, 8st. 8lb.; Miss Dean, 8st. 5lb.; Bluebell, 8st. 5lb.; and Lady Louise, 8st. bbox=[6, 578, 154, 606]
otago-continued: his figures stood at 28 Wilson gave a chance to Cave at point, but this was declined by the fieldsman. Three runs later, however, he was caught on the boundary off a big hit. Seideberg continued to command the situation, and reached his century after batting two hours, but at 109 he was bowled by a straight one which hardly rose three inches off the pitch. Terrance batted well for 22 not out, but Wordsworth was caught first ball. Hartlyn survived only a couple of overs before being given out leg before. Burnett, Bond, and Cargill all bowled well, and Mr. Holland, whom bowling was better than his figures indicate. The fielding was good throughout. bbox=[320, 36, 468, 135]
table-header: Losses. bbox=[94, 989, 117, 996]
pahautanui-first-innings: First innings 63 bbox=[350, 1098, 468, 1105]
score-row: Wordsworth, c. Holland, b. Cargill 0 bbox=[320, 264, 468, 271]
admiral-paragraph: Rear-Admiral Sir Henry Bruce, late Commander, Third Cruiser Squadron, Mediterranean Fleet, has died from congestion of the lungs in the Royal Naval Hospital, Chatham. bbox=[791, 566, 939, 594]
innings-label: FIRST INNINGS. bbox=[367, 338, 421, 346]
table-header: Draws. bbox=[132, 989, 153, 996]
pony-race-entry: WELLINGTON CUP. Seven furlongs.—Veronique, 11st. 4lb.; Marate, 11st. 1lb.; Mirella, 11st.; Aurilla, 10st. 5lb.; Firefly, 10st.; Inspiration, 9st.; Kauboo, 8st. 2lb.; Maori Girl, 9st.; San Soran, 8st. 9lb.; and Revengi, 8st. 5lb. bbox=[6, 541, 154, 576]
report-paragraph: Hadden, Auckland's captain, came in, but after a period of steady but not particularly brilliant batting, was bowled by Bennett. 190—6—9. Brooke-Smith came in and played out the over. Malone relieved Humphreys, and Brooke-Smith opened by pulling him to leg for a single. In Bennett's next over Sale was clean bowled. 197—6—44. Bennett's average at this stage was three wickets for 24 runs. Malone replaced Sale and Humphreys, and was quickly successful. Hemus was caught at long-on. bbox=[163, 358, 311, 436]
racing-results bbox=[6, 36, 154, 398]
race-result: Boston Child, 17sec.; Blockey, 17sec.; and Foreward, 17sec. Won by two lengths. Time, 1min. 25sec. bbox=[6, 36, 154, 57]
junior-rep-heading: JUNIOR REPRESENTATIVE MATCH. bbox=[333, 1263, 455, 1271]
bowling-label: BOWLING ANALYSIS. bbox=[360, 969, 428, 977]
pony-race-entry: TRAMWAY HANDICAP. Four furlongs and a half.—Mirella, 11st. 10lb.; Mamaku, 11st. 5lb.; Aurilien, 10st. 7lb.; Inspiration, 10st. 5lb.; Firefly, 10st. 0lb.; Maid of all Work, 9st. 7lb.; Frisotee, 9st. 3lb.; Merrimann, 9st.; Tay Fon, 9st.; Maori Girl, 9st.; Myrsa, 9st.; San Soran, 9st.; and Revengi, 8st. 6lb. bbox=[6, 653, 154, 695]
lyttelton-dateline: Christchurch, January 1. bbox=[712, 343, 782, 350]
score-row: Mason, c. Malone, b. Humphreys 3 bbox=[163, 708, 311, 715]
pahautanui-second-scorecard bbox=[320, 1011, 468, 1089]
austria-heading: AUSTRIA'S POLICY IN BOSNIA. bbox=[969, 635, 1087, 659]
score-row: Brood, b. Wordsworth 7 bbox=[320, 362, 468, 369]
innings-label: FIRST INNINGS. bbox=[210, 832, 264, 839]
church-paragraph: The third general conference of delegates from Churches of Christ in New Zealand began its sittings to-day. Thirty-two churches were represented by between fifty and sixty delegates. After a brief devotional service, presided over by Mr. T. Davies, addresses of welcome to delegates were given, for the president of the conference, Mr. J. Inglis Wright, of Dunedin, and by the president of the Auckland District Conference, Mr. A. M. Bryden. Mr. H. Langford, of Christchurch, read a paper on the work and organisation of the Churches of Christ in New Zealand. bbox=[948, 187, 1108, 265]
score-row: Stemson, b. Anthony 12 bbox=[163, 729, 311, 736]
pahautanui-second-bowling: Dr. Brown, 1 wicket for 10 runs; Hanify, 2 for 24; Mapleston, 2 for 28; Dempsey, 0 for 17; Sullivan, 1 for 9; Cording, 1 for 10; and Greig, 0 for 6. bbox=[320, 1123, 468, 1144]
pony-intro: The following weights have been declared by the handicapper (Mr. A. M. Cumming) for the first day's racing of the Wellington Pony and Galloway Racing Club, to be held on Saturday, January 9:— bbox=[6, 428, 154, 456]
pahautanui-paragraph: A match between the Wednesday Cricket Association junior representative team and the Pahautanui Club was played at the Athletic Park yesterday, and, after a very interesting and close game, resulted in a draw. On the call of time the visitors had four wickets to fall, and 19 runs were required to win. Their fielding was very good, and seven catches were taken in the first innings of the Juniors. The game was played on the Pahautanui pitch, which has not been used for about four years, and considering this fact, both the batting and bowling were good. Wellington are indebted to Mr. Murphy, who deserves a word of praise for the fine condition of the pitch. The scoring is shown below: bbox=[320, 459, 468, 565]
race-result: STEWARDS' HANDICAP, of 110 sovs. One mile.—Bobble Gar, 9sec., 1; Miss Vivian, 9sec., 2; Rowee, 15sec., 3. Also started: Maungan, 6sec.; Vhe Harnemo, 9sec.; Norman, 10sec.; Kelso, 10sec.; Jack W., 14sec.; Ararat, 14sec.; and Sydney, 15sec. Won by eight lengths. Time, 2min. 3sec. bbox=[6, 221, 154, 263]
opera-company-paragraph: The news that the National Opera Company is to be disbanded will be read with regret in many quarters, for apart from the lack of high-class light-opera displayed by some of the imported artists, it must be recollected that Mr. John Wren, the promoter, had in his mind the eventual organisation of a purely Australian company for the production of opera—an organisation that did not take shape. But unfortunately that was not the case. bbox=[948, 560, 1108, 624]
otago-bowling: C. Holland, 4 wickets for 70 runs; Brood, 3 for 71; Cargill, 2 for 45; Williams, 1 for 41; Burrett, 2 for 37; Henderson, 0 for 16; and Holland, 0 for 16. bbox=[320, 306, 468, 327]
column-rule bbox=[471, 36, 472, 1656]
king-paragraphs bbox=[477, 363, 625, 532]
match-title: AUCKLAND v. CANTERBURY. bbox=[187, 71, 287, 78]
report-paragraph: The scores are as follow:— bbox=[169, 638, 246, 645]
king-paragraph: Thus the King, on November 18 addressed the packed mass of Eton boys gathered in the beautiful hall erected to the memory of those from the school who fell in South Africa. bbox=[477, 386, 625, 415]
